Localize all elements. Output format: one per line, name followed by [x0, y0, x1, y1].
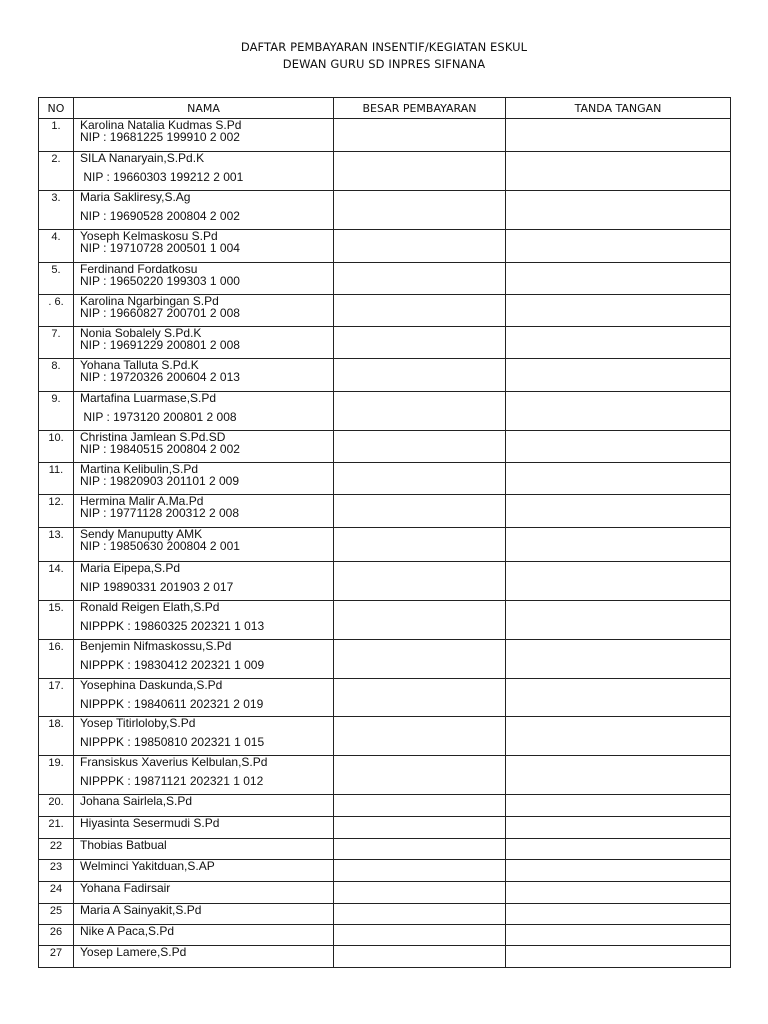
table-row [39, 817, 731, 839]
signature-cell[interactable] [506, 431, 731, 463]
row-number: 9. [39, 392, 74, 431]
table-row [39, 946, 731, 968]
payment-amount-cell[interactable] [334, 431, 506, 463]
signature-cell[interactable] [506, 295, 731, 327]
row-number: 18. [39, 717, 74, 756]
table-row [39, 640, 731, 679]
table-row [39, 925, 731, 946]
row-number: 1. [39, 119, 74, 152]
teacher-name: Hiyasinta Sesermudi S.Pd [80, 816, 220, 830]
teacher-nip: NIP : 19840515 200804 2 002 [80, 442, 240, 456]
payment-amount-cell[interactable] [334, 119, 506, 152]
row-nama-cell [74, 495, 334, 528]
signature-cell[interactable] [506, 191, 731, 230]
table-row [39, 263, 731, 295]
payment-amount-cell[interactable] [334, 679, 506, 717]
document-subtitle: DEWAN GURU SD INPRES SIFNANA [282, 57, 486, 71]
table-row [39, 327, 731, 359]
signature-cell[interactable] [506, 119, 731, 152]
row-nama-cell [74, 191, 334, 230]
signature-cell[interactable] [506, 882, 731, 904]
row-number: 27 [39, 946, 74, 968]
row-nama-cell [74, 860, 334, 882]
row-number: . 6. [39, 295, 74, 327]
payment-amount-cell[interactable] [334, 946, 506, 968]
row-number: 12. [39, 495, 74, 528]
row-nama-cell [74, 946, 334, 968]
teacher-name: Welminci Yakitduan,S.AP [80, 859, 215, 873]
signature-cell[interactable] [506, 925, 731, 946]
teacher-name: Yoseph Kelmaskosu S.Pd [80, 229, 218, 243]
row-nama-cell [74, 839, 334, 860]
payment-amount-cell[interactable] [334, 152, 506, 191]
payment-amount-cell[interactable] [334, 795, 506, 817]
row-nama-cell [74, 756, 334, 795]
teacher-nip: NIPPPK : 19871121 202321 1 012 [80, 774, 264, 788]
signature-cell[interactable] [506, 946, 731, 968]
payment-amount-cell[interactable] [334, 882, 506, 904]
table-row [39, 839, 731, 860]
row-number: 22 [39, 839, 74, 860]
signature-cell[interactable] [506, 795, 731, 817]
signature-cell[interactable] [506, 152, 731, 191]
row-number: 23 [39, 860, 74, 882]
payment-amount-cell[interactable] [334, 839, 506, 860]
teacher-name: Yohana Fadirsair [80, 881, 171, 895]
table-row [39, 562, 731, 601]
signature-cell[interactable] [506, 839, 731, 860]
teacher-name: Yosep Titirloloby,S.Pd [80, 716, 196, 730]
teacher-nip: NIP : 19771128 200312 2 008 [80, 506, 240, 520]
teacher-name: Nike A Paca,S.Pd [80, 924, 175, 938]
signature-cell[interactable] [506, 860, 731, 882]
row-nama-cell [74, 640, 334, 679]
payment-amount-cell[interactable] [334, 263, 506, 295]
table-row [39, 904, 731, 925]
teacher-name: Benjemin Nifmaskossu,S.Pd [80, 639, 232, 653]
row-number: 10. [39, 431, 74, 463]
signature-cell[interactable] [506, 562, 731, 601]
table-row [39, 528, 731, 562]
signature-cell[interactable] [506, 717, 731, 756]
table-row [39, 431, 731, 463]
row-number: 24 [39, 882, 74, 904]
row-nama-cell [74, 392, 334, 431]
table-body [39, 119, 731, 968]
teacher-nip: NIPPPK : 19860325 202321 1 013 [80, 619, 265, 633]
teacher-nip: NIP : 19710728 200501 1 004 [80, 241, 240, 255]
signature-cell[interactable] [506, 359, 731, 392]
teacher-name: Johana Sairlela,S.Pd [80, 794, 193, 808]
payment-amount-cell[interactable] [334, 463, 506, 495]
payment-amount-cell[interactable] [334, 295, 506, 327]
teacher-nip: NIP : 19720326 200604 2 013 [80, 370, 240, 384]
teacher-name: Yohana Talluta S.Pd.K [80, 358, 199, 372]
teacher-name: Karolina Natalia Kudmas S.Pd [80, 118, 242, 132]
payment-amount-cell[interactable] [334, 860, 506, 882]
teacher-nip: NIPPPK : 19840611 202321 2 019 [80, 697, 264, 711]
table-row [39, 860, 731, 882]
row-number: 15. [39, 601, 74, 640]
signature-cell[interactable] [506, 528, 731, 562]
teacher-nip: NIP : 19650220 199303 1 000 [80, 274, 240, 288]
row-nama-cell [74, 795, 334, 817]
teacher-nip: NIP : 19660303 199212 2 001 [80, 170, 244, 184]
table-header-row [39, 98, 731, 119]
row-nama-cell [74, 359, 334, 392]
row-nama-cell [74, 601, 334, 640]
table-row [39, 230, 731, 263]
payment-amount-cell[interactable] [334, 925, 506, 946]
row-nama-cell [74, 528, 334, 562]
header-no: NO [39, 98, 74, 119]
row-number: 13. [39, 528, 74, 562]
row-nama-cell [74, 904, 334, 925]
row-nama-cell [74, 152, 334, 191]
payment-amount-cell[interactable] [334, 495, 506, 528]
row-number: 17. [39, 679, 74, 717]
table-row [39, 359, 731, 392]
row-number: 19. [39, 756, 74, 795]
table-row [39, 679, 731, 717]
table-row [39, 795, 731, 817]
teacher-nip: NIP : 19820903 201101 2 009 [80, 474, 240, 488]
payment-amount-cell[interactable] [334, 640, 506, 679]
row-number: 11. [39, 463, 74, 495]
payment-table [38, 97, 731, 968]
signature-cell[interactable] [506, 495, 731, 528]
teacher-nip: NIP : 19850630 200804 2 001 [80, 539, 240, 553]
document-title: DAFTAR PEMBAYARAN INSENTIF/KEGIATAN ESKUL [240, 40, 528, 54]
header-nama: NAMA [74, 98, 334, 119]
teacher-name: Ronald Reigen Elath,S.Pd [80, 600, 220, 614]
row-number: 7. [39, 327, 74, 359]
teacher-name: Sendy Manuputty AMK [80, 527, 203, 541]
row-nama-cell [74, 463, 334, 495]
teacher-name: Martafina Luarmase,S.Pd [80, 391, 217, 405]
row-nama-cell [74, 431, 334, 463]
row-nama-cell [74, 263, 334, 295]
signature-cell[interactable] [506, 904, 731, 925]
signature-cell[interactable] [506, 230, 731, 263]
signature-cell[interactable] [506, 327, 731, 359]
payment-amount-cell[interactable] [334, 528, 506, 562]
payment-amount-cell[interactable] [334, 191, 506, 230]
signature-cell[interactable] [506, 392, 731, 431]
table-row [39, 152, 731, 191]
teacher-name: Ferdinand Fordatkosu [80, 262, 198, 276]
row-number: 16. [39, 640, 74, 679]
row-number: 4. [39, 230, 74, 263]
row-number: 8. [39, 359, 74, 392]
row-number: 2. [39, 152, 74, 191]
payment-amount-cell[interactable] [334, 904, 506, 925]
signature-cell[interactable] [506, 756, 731, 795]
payment-amount-cell[interactable] [334, 817, 506, 839]
header-tanda-tangan: TANDA TANGAN [506, 98, 731, 119]
teacher-name: Fransiskus Xaverius Kelbulan,S.Pd [80, 755, 268, 769]
header-besar-pembayaran: BESAR PEMBAYARAN [334, 98, 506, 119]
payment-amount-cell[interactable] [334, 230, 506, 263]
row-nama-cell [74, 327, 334, 359]
payment-amount-cell[interactable] [334, 359, 506, 392]
row-nama-cell [74, 119, 334, 152]
teacher-name: Yosep Lamere,S.Pd [80, 945, 187, 959]
table-row [39, 392, 731, 431]
row-number: 20. [39, 795, 74, 817]
table-row [39, 191, 731, 230]
teacher-name: Nonia Sobalely S.Pd.K [80, 326, 202, 340]
payment-amount-cell[interactable] [334, 562, 506, 601]
table-row [39, 295, 731, 327]
teacher-nip: NIP 19890331 201903 2 017 [80, 580, 234, 594]
teacher-nip: NIPPPK : 19830412 202321 1 009 [80, 658, 265, 672]
row-nama-cell [74, 882, 334, 904]
signature-cell[interactable] [506, 463, 731, 495]
teacher-nip: NIP : 19660827 200701 2 008 [80, 306, 240, 320]
row-nama-cell [74, 679, 334, 717]
table-row [39, 717, 731, 756]
signature-cell[interactable] [506, 640, 731, 679]
teacher-name: Maria Eipepa,S.Pd [80, 561, 181, 575]
row-number: 5. [39, 263, 74, 295]
teacher-name: Maria Sakliresy,S.Ag [80, 190, 191, 204]
table-row [39, 756, 731, 795]
signature-cell[interactable] [506, 679, 731, 717]
row-nama-cell [74, 562, 334, 601]
table-row [39, 882, 731, 904]
row-number: 26 [39, 925, 74, 946]
row-nama-cell [74, 230, 334, 263]
payment-amount-cell[interactable] [334, 327, 506, 359]
table-row [39, 495, 731, 528]
teacher-nip: NIP : 19691229 200801 2 008 [80, 338, 240, 352]
teacher-nip: NIP : 1973120 200801 2 008 [80, 410, 237, 424]
row-number: 14. [39, 562, 74, 601]
teacher-name: Yosephina Daskunda,S.Pd [80, 678, 223, 692]
teacher-name: Thobias Batbual [80, 838, 167, 852]
table-row [39, 463, 731, 495]
row-number: 3. [39, 191, 74, 230]
signature-cell[interactable] [506, 601, 731, 640]
teacher-nip: NIP : 19681225 199910 2 002 [80, 130, 240, 144]
teacher-name: Hermina Malir A.Ma.Pd [80, 494, 204, 508]
teacher-name: Maria A Sainyakit,S.Pd [80, 903, 202, 917]
teacher-nip: NIP : 19690528 200804 2 002 [80, 209, 240, 223]
teacher-name: Karolina Ngarbingan S.Pd [80, 294, 219, 308]
payment-amount-cell[interactable] [334, 717, 506, 756]
teacher-name: Martina Kelibulin,S.Pd [80, 462, 199, 476]
teacher-name: Christina Jamlean S.Pd.SD [80, 430, 226, 444]
payment-amount-cell[interactable] [334, 601, 506, 640]
teacher-nip: NIPPPK : 19850810 202321 1 015 [80, 735, 265, 749]
row-number: 21. [39, 817, 74, 839]
row-nama-cell [74, 295, 334, 327]
signature-cell[interactable] [506, 817, 731, 839]
row-nama-cell [74, 717, 334, 756]
payment-amount-cell[interactable] [334, 392, 506, 431]
payment-amount-cell[interactable] [334, 756, 506, 795]
row-nama-cell [74, 817, 334, 839]
row-nama-cell [74, 925, 334, 946]
signature-cell[interactable] [506, 263, 731, 295]
row-number: 25 [39, 904, 74, 925]
teacher-name: SILA Nanaryain,S.Pd.K [80, 151, 205, 165]
table-row [39, 119, 731, 152]
table-row [39, 601, 731, 640]
